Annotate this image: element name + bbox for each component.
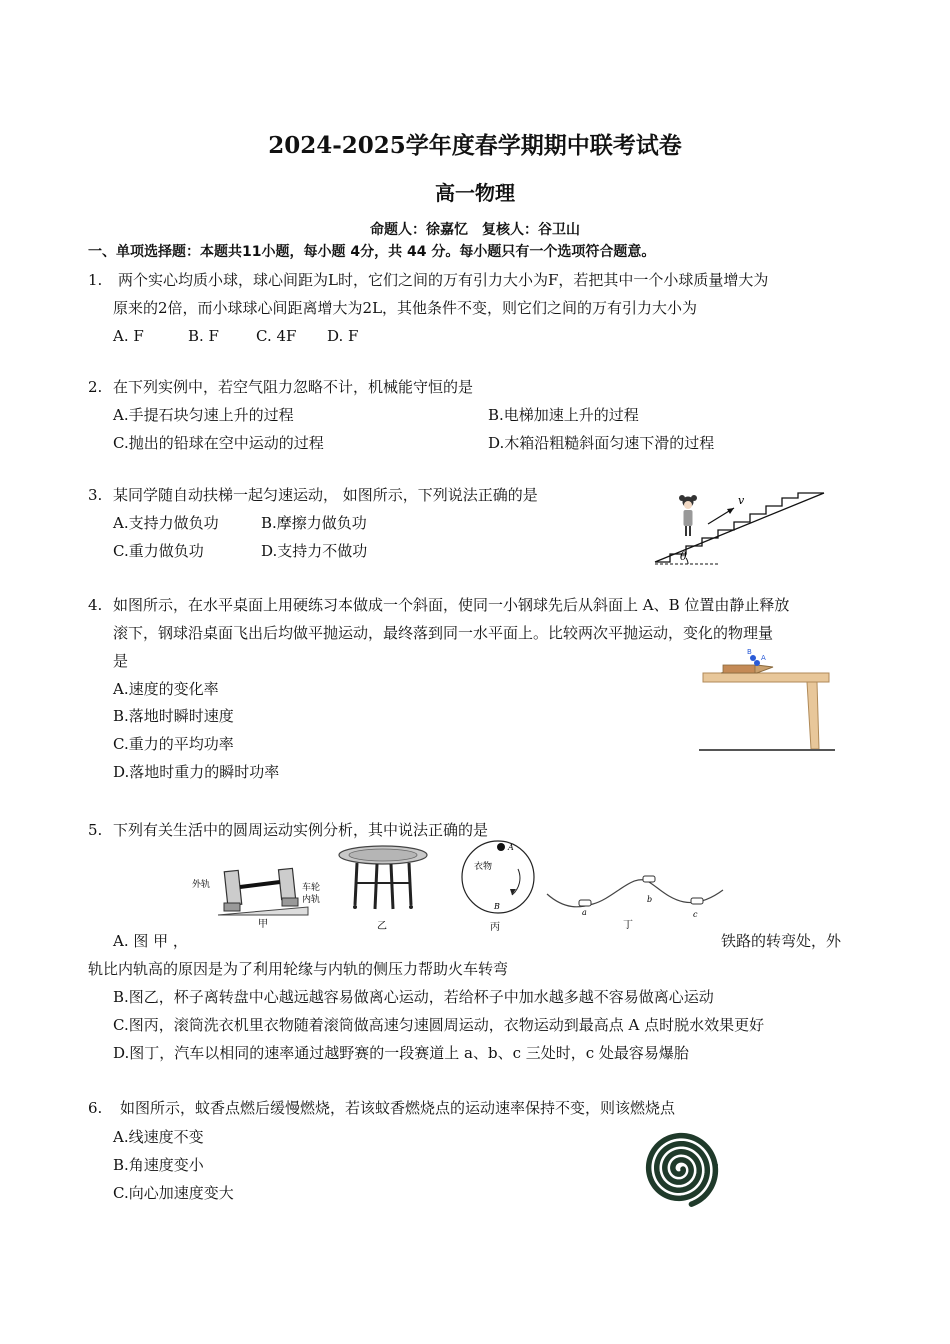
q3-stem: 某同学随自动扶梯一起匀速运动， 如图所示，下列说法正确的是 — [113, 486, 538, 504]
q2-option-d: D.木箱沿粗糙斜面匀速下滑的过程 — [488, 434, 715, 452]
figure-yi-turntable — [337, 843, 429, 933]
q3-option-b: B.摩擦力做负功 — [261, 514, 367, 532]
q5-number: 5. — [88, 821, 103, 839]
fig-ding-caption: 丁 — [623, 920, 633, 931]
q6-number: 6. — [88, 1099, 103, 1117]
car-b — [643, 876, 655, 882]
authors-line: 命题人：徐嘉忆 复核人：谷卫山 — [370, 222, 580, 238]
label-b: B — [747, 648, 752, 656]
book-block — [723, 665, 755, 673]
ball-a — [754, 660, 760, 666]
q5-option-a-line2: 轨比内轨高的原因是为了利用轮缘与内轨的侧压力帮助火车转弯 — [88, 960, 509, 978]
q3-number: 3. — [88, 486, 103, 504]
table-leg — [807, 682, 819, 749]
figure-ding-track — [545, 860, 725, 932]
point-b-label: B — [494, 902, 500, 911]
q4-line1: 如图所示，在水平桌面上用硬练习本做成一个斜面，使同一小钢球先后从斜面上 A、B 位置由静止释放 — [113, 596, 790, 614]
q4-line2: 滚下，钢球沿桌面飞出后均做平抛运动，最终落到同一水平面上。比较两次平抛运动，变化的物理量 — [113, 624, 774, 642]
q4-option-d: D.落地时重力的瞬时功率 — [113, 763, 280, 781]
velocity-label: v — [738, 494, 745, 507]
q5-stem: 下列有关生活中的圆周运动实例分析，其中说法正确的是 — [113, 821, 489, 839]
clothes-label: 衣物 — [474, 862, 493, 872]
q1-option-b: B. F — [188, 327, 219, 345]
q4-option-a: A.速度的变化率 — [113, 680, 219, 698]
q3-option-a: A.支持力做负功 — [113, 514, 219, 532]
label-c: c — [693, 910, 698, 919]
q4-line3: 是 — [113, 652, 129, 670]
fig-jia-caption: 甲 — [258, 919, 268, 930]
section-heading: 一、单项选择题：本题共11小题，每小题 4分，共 44 分。每小题只有一个选项符合题意。 — [88, 244, 656, 260]
q3-option-c: C.重力做负功 — [113, 542, 204, 560]
q1-option-c: C. 4F — [256, 327, 297, 345]
theta-label: θ — [680, 550, 687, 563]
q6-stem: 如图所示，蚊香点燃后缓慢燃烧，若该蚊香燃烧点的运动速率保持不变，则该燃烧点 — [120, 1099, 676, 1117]
inner-rail-label: 内轨 — [302, 895, 321, 905]
q1-line2: 原来的2倍，而小球球心间距离增大为2L，其他条件不变，则它们之间的万有引力大小为 — [113, 299, 698, 317]
escalator-figure — [650, 488, 830, 568]
q2-stem: 在下列实例中，若空气阻力忽略不计，机械能守恒的是 — [113, 378, 474, 396]
q5-option-a-right: 铁路的转弯处，外 — [721, 932, 842, 950]
q1-option-d: D. F — [327, 327, 359, 345]
q2-option-a: A.手提石块匀速上升的过程 — [113, 406, 294, 424]
q5-option-d: D.图丁，汽车以相同的速率通过越野赛的一段赛道上 a、b、c 三处时，c 处最容易爆胎 — [113, 1044, 689, 1062]
figure-bing-washer — [460, 839, 536, 933]
q1-option-a: A. F — [113, 327, 144, 345]
coil-spiral — [649, 1136, 716, 1205]
q2-option-b: B.电梯加速上升的过程 — [488, 406, 639, 424]
q6-option-a: A.线速度不变 — [113, 1128, 204, 1146]
car-a — [579, 900, 591, 906]
q6-option-c: C.向心加速度变大 — [113, 1184, 234, 1202]
table-figure — [695, 645, 840, 755]
q4-number: 4. — [88, 596, 103, 614]
clothes-item — [497, 843, 505, 851]
fig-bing-caption: 丙 — [490, 922, 500, 933]
figure-jia-rails — [190, 857, 330, 929]
student-figure — [679, 495, 697, 536]
q6-option-b: B.角速度变小 — [113, 1156, 204, 1174]
label-a: a — [582, 908, 587, 917]
table-top — [703, 673, 829, 682]
q2-number: 2. — [88, 378, 103, 396]
q2-option-c: C.抛出的铅球在空中运动的过程 — [113, 434, 324, 452]
label-b: b — [647, 895, 653, 904]
q5-option-b: B.图乙，杯子离转盘中心越远越容易做离心运动，若给杯子中加水越多越不容易做离心运动 — [113, 988, 714, 1006]
q1-number: 1. — [88, 271, 103, 289]
q4-option-c: C.重力的平均功率 — [113, 735, 234, 753]
outer-rail-label: 外轨 — [192, 880, 211, 890]
q1-line1: 两个实心均质小球，球心间距为L时，它们之间的万有引力大小为F，若把其中一个小球质量增大为 — [118, 271, 769, 289]
exam-title: 2024-2025学年度春学期期中联考试卷 — [268, 132, 682, 159]
subject-title: 高一物理 — [435, 181, 515, 205]
fig-yi-caption: 乙 — [377, 921, 387, 932]
label-a: A — [761, 654, 766, 662]
q4-option-b: B.落地时瞬时速度 — [113, 707, 234, 725]
q5-option-c: C.图丙，滚筒洗衣机里衣物随着滚筒做高速匀速圆周运动，衣物运动到最高点 A 点时脱水效果更好 — [113, 1016, 765, 1034]
car-c — [691, 898, 703, 904]
q5-option-a-left: A. 图 甲 ， — [113, 932, 188, 950]
q3-option-d: D.支持力不做功 — [261, 542, 368, 560]
mosquito-coil-figure — [638, 1127, 722, 1211]
point-a-label: A — [508, 843, 514, 852]
wheel-label: 车轮 — [302, 883, 321, 893]
